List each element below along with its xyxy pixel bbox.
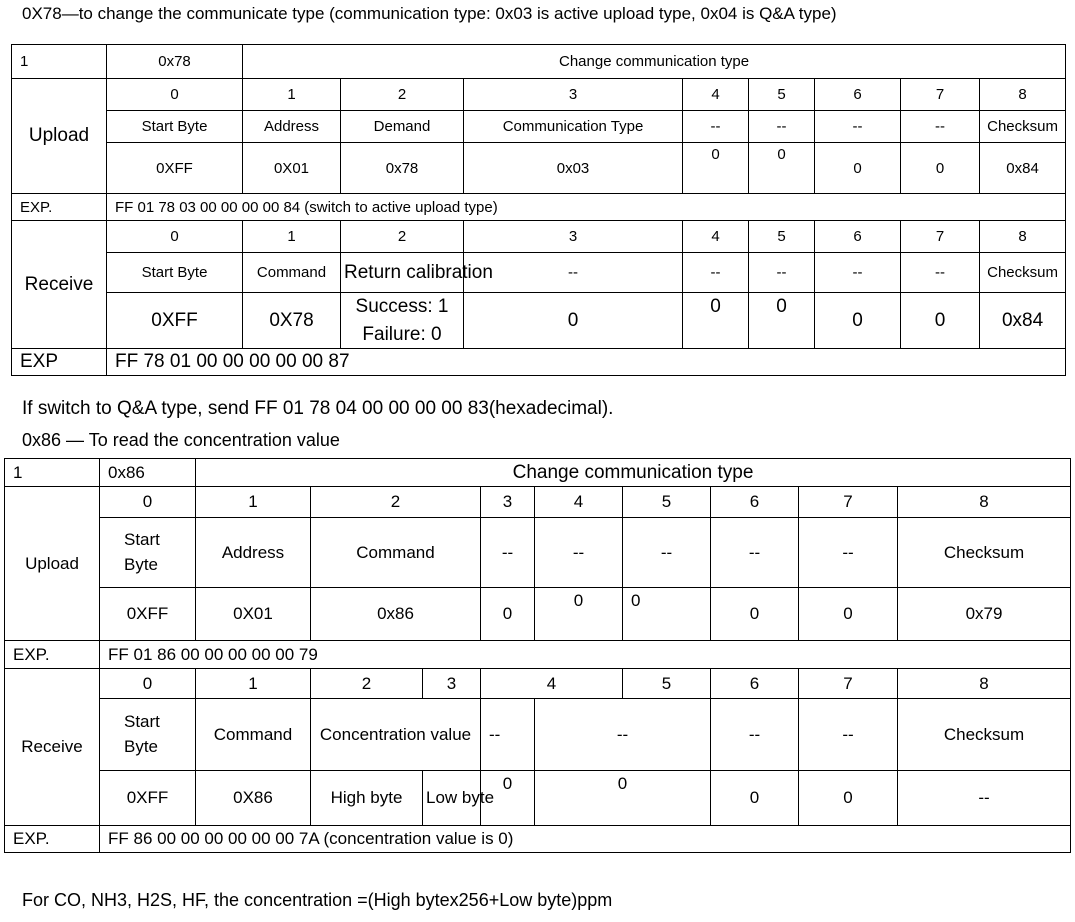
byte-index: 8 (980, 79, 1066, 111)
upload-label: Upload (12, 79, 107, 194)
byte-index: 1 (243, 79, 341, 111)
byte-name: Concentration value (311, 699, 481, 771)
byte-name: -- (815, 111, 901, 143)
formula-note: For CO, NH3, H2S, HF, the concentration =(High bytex256+Low byte)ppm (22, 890, 613, 910)
byte-index: 0 (100, 669, 196, 699)
failure-value: Failure: 0 (362, 323, 442, 345)
byte-value: 0 (481, 771, 535, 826)
byte-name: -- (711, 699, 799, 771)
qa-note: If switch to Q&A type, send FF 01 78 04 00 00 00 00 83(hexadecimal). (22, 398, 614, 419)
byte-value: 0 (901, 143, 980, 194)
byte-index: 3 (423, 669, 481, 699)
byte-value: 0 (749, 293, 815, 349)
table-0x78 (11, 44, 1066, 376)
byte-index: 7 (901, 79, 980, 111)
byte-name: Communication Type (464, 111, 683, 143)
byte-index: 4 (535, 487, 623, 518)
exp-value: FF 01 78 03 00 00 00 00 84 (switch to active upload type) (107, 194, 1066, 221)
byte-value: 0x84 (980, 143, 1066, 194)
byte-name: Checksum (980, 253, 1066, 293)
return-calibration-values (341, 293, 464, 349)
byte-index: 5 (749, 221, 815, 253)
exp-label: EXP. (5, 826, 100, 853)
byte-name: Checksum (898, 518, 1071, 588)
byte-index: 5 (623, 487, 711, 518)
table-0x86 (4, 458, 1071, 853)
byte-value: High byte (311, 771, 423, 826)
byte-index: 2 (311, 487, 481, 518)
byte-index: 6 (815, 79, 901, 111)
byte-index: 1 (243, 221, 341, 253)
byte-name: -- (901, 253, 980, 293)
byte-name: Start Byte (107, 253, 243, 293)
byte-name: Address (243, 111, 341, 143)
table-id: 1 (5, 459, 100, 487)
byte-name: -- (481, 518, 535, 588)
byte-name: Address (196, 518, 311, 588)
exp-value: FF 78 01 00 00 00 00 00 87 (107, 349, 1066, 376)
byte-name: -- (749, 253, 815, 293)
command-code: 0x86 (100, 459, 196, 487)
byte-value: Low byte (423, 771, 481, 826)
byte-index: 4 (481, 669, 623, 699)
byte-name: -- (683, 253, 749, 293)
byte-value: 0 (815, 143, 901, 194)
byte-name: -- (535, 699, 711, 771)
byte-value: 0XFF (107, 293, 243, 349)
byte-index: 8 (898, 487, 1071, 518)
byte-value: 0 (464, 293, 683, 349)
byte-value: 0XFF (100, 771, 196, 826)
byte-index: 7 (799, 669, 898, 699)
byte-name: -- (799, 699, 898, 771)
byte-name: Command (243, 253, 341, 293)
byte-index: 4 (683, 221, 749, 253)
byte-name: -- (749, 111, 815, 143)
byte-index: 7 (799, 487, 898, 518)
byte-name: Command (311, 518, 481, 588)
byte-name: Demand (341, 111, 464, 143)
byte-index: 0 (100, 487, 196, 518)
byte-index: 2 (311, 669, 423, 699)
exp-label: EXP. (12, 194, 107, 221)
byte-name: Start Byte (100, 699, 196, 771)
upload-label: Upload (5, 487, 100, 641)
byte-index: 4 (683, 79, 749, 111)
exp-label: EXP. (5, 641, 100, 669)
byte-index: 3 (481, 487, 535, 518)
byte-index: 2 (341, 79, 464, 111)
byte-value: 0 (481, 588, 535, 641)
byte-name: -- (815, 253, 901, 293)
byte-index: 5 (749, 79, 815, 111)
table-id: 1 (12, 45, 107, 79)
byte-index: 6 (711, 487, 799, 518)
byte-value: 0 (683, 293, 749, 349)
byte-name: -- (683, 111, 749, 143)
byte-name: -- (481, 699, 535, 771)
byte-index: 5 (623, 669, 711, 699)
byte-value: 0X01 (243, 143, 341, 194)
byte-name: -- (711, 518, 799, 588)
byte-value: 0X78 (243, 293, 341, 349)
command-code: 0x78 (107, 45, 243, 79)
receive-label: Receive (12, 221, 107, 349)
byte-name: Checksum (980, 111, 1066, 143)
byte-value: 0 (683, 143, 749, 194)
heading-0x86: 0x86 — To read the concentration value (22, 430, 340, 450)
byte-value: -- (898, 771, 1071, 826)
byte-index: 1 (196, 487, 311, 518)
byte-value: 0 (711, 771, 799, 826)
byte-name: -- (535, 518, 623, 588)
byte-name: Command (196, 699, 311, 771)
byte-value: 0 (799, 771, 898, 826)
byte-index: 0 (107, 79, 243, 111)
byte-index: 2 (341, 221, 464, 253)
byte-name: -- (901, 111, 980, 143)
byte-value: 0XFF (100, 588, 196, 641)
byte-index: 3 (464, 221, 683, 253)
byte-index: 7 (901, 221, 980, 253)
byte-value: 0x03 (464, 143, 683, 194)
byte-value: 0XFF (107, 143, 243, 194)
byte-name: -- (623, 518, 711, 588)
byte-value: 0X86 (196, 771, 311, 826)
byte-value: 0 (815, 293, 901, 349)
byte-index: 6 (815, 221, 901, 253)
heading-0x78: 0X78—to change the communicate type (communication type: 0x03 is active upload type, 0x04 is Q&A type) (22, 4, 837, 23)
byte-name: -- (464, 253, 683, 293)
exp-label: EXP (12, 349, 107, 376)
byte-value: 0 (901, 293, 980, 349)
exp-value: FF 01 86 00 00 00 00 00 79 (100, 641, 1071, 669)
byte-value: 0 (799, 588, 898, 641)
byte-value: 0x84 (980, 293, 1066, 349)
byte-name: Start Byte (100, 518, 196, 588)
byte-index: 8 (980, 221, 1066, 253)
byte-value: 0x79 (898, 588, 1071, 641)
byte-name: Return calibration (341, 253, 464, 293)
byte-value: 0x78 (341, 143, 464, 194)
byte-value: 0 (711, 588, 799, 641)
byte-name: Start Byte (107, 111, 243, 143)
byte-value: 0X01 (196, 588, 311, 641)
table-title: Change communication type (243, 45, 1066, 79)
byte-name: Checksum (898, 699, 1071, 771)
byte-value: 0 (623, 588, 711, 641)
byte-index: 8 (898, 669, 1071, 699)
byte-value: 0 (535, 771, 711, 826)
byte-index: 3 (464, 79, 683, 111)
byte-value: 0 (535, 588, 623, 641)
success-value: Success: 1 (355, 296, 449, 317)
byte-index: 1 (196, 669, 311, 699)
receive-label: Receive (5, 669, 100, 826)
byte-value: 0 (749, 143, 815, 194)
byte-index: 6 (711, 669, 799, 699)
byte-value: 0x86 (311, 588, 481, 641)
table-title: Change communication type (196, 459, 1071, 487)
byte-name: -- (799, 518, 898, 588)
byte-index: 0 (107, 221, 243, 253)
exp-value: FF 86 00 00 00 00 00 00 7A (concentration value is 0) (100, 826, 1071, 853)
